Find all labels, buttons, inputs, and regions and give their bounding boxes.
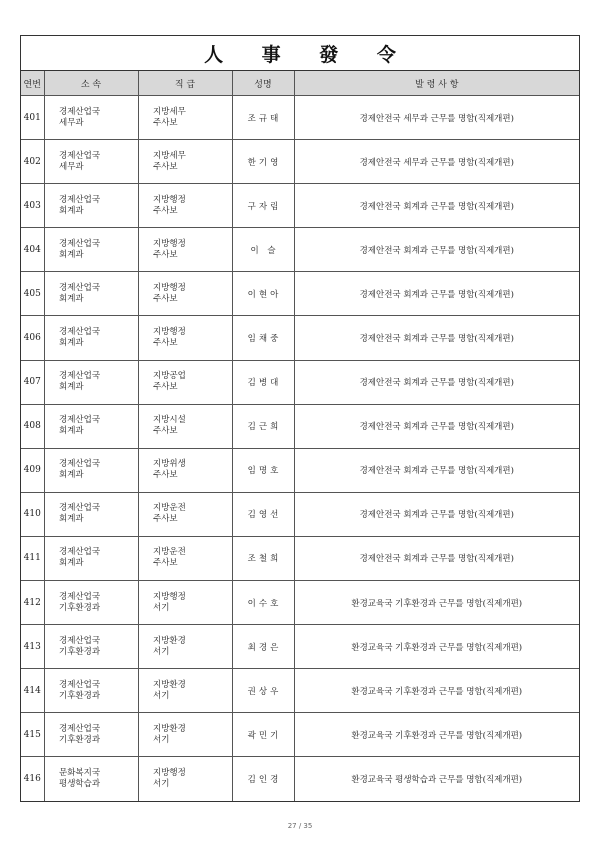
person-name: 한기영 — [247, 157, 282, 168]
row-name — [232, 625, 294, 669]
dept-line-2: 기후환경과 — [59, 734, 101, 745]
dept-line-1: 경제산업국 — [59, 503, 101, 514]
rank-line-2: 주사보 — [153, 382, 178, 393]
row-order: 경제안전국 회계과 근무를 명함(직제개편) — [294, 316, 579, 360]
row-order: 경제안전국 세무과 근무를 명함(직제개편) — [294, 140, 579, 184]
rank-line-2: 주사보 — [153, 426, 178, 437]
row-number: 403 — [21, 184, 44, 228]
row-rank — [138, 140, 232, 184]
table-row — [21, 536, 579, 580]
row-rank — [138, 492, 232, 536]
rank-line-1: 지방세무 — [153, 106, 186, 117]
rank-line-1: 지방시설 — [153, 415, 186, 426]
rank-line-2: 주사보 — [153, 514, 178, 525]
row-name — [232, 404, 294, 448]
row-order: 환경교육국 기후환경과 근무를 명함(직제개편) — [294, 713, 579, 757]
row-name — [232, 316, 294, 360]
table-row — [21, 140, 579, 184]
person-name: 이 슬 — [250, 245, 279, 256]
table-row — [21, 96, 579, 140]
person-name: 조규태 — [247, 113, 282, 124]
page-number: 27 / 35 — [287, 822, 313, 830]
row-number: 410 — [21, 492, 44, 536]
table-row — [21, 448, 579, 492]
row-name — [232, 184, 294, 228]
rank-line-2: 주사보 — [153, 338, 178, 349]
person-name: 임명호 — [247, 466, 282, 477]
table-row — [21, 316, 579, 360]
row-order: 경제안전국 회계과 근무를 명함(직제개편) — [294, 228, 579, 272]
dept-line-2: 세무과 — [59, 161, 84, 172]
row-order: 경제안전국 회계과 근무를 명함(직제개편) — [294, 404, 579, 448]
rank-line-1: 지방행정 — [153, 194, 186, 205]
header-rank: 직 급 — [138, 71, 232, 96]
rank-line-1: 지방행정 — [153, 238, 186, 249]
row-dept — [44, 669, 138, 713]
table-row — [21, 272, 579, 316]
row-order: 환경교육국 기후환경과 근무를 명함(직제개편) — [294, 625, 579, 669]
row-rank — [138, 713, 232, 757]
row-number: 416 — [21, 757, 44, 801]
row-rank — [138, 448, 232, 492]
person-name: 조철희 — [247, 554, 282, 565]
dept-line-1: 경제산업국 — [59, 459, 101, 470]
rank-line-2: 서기 — [153, 602, 170, 613]
person-name: 이수호 — [247, 598, 282, 609]
row-rank — [138, 581, 232, 625]
row-rank — [138, 669, 232, 713]
dept-line-2: 기후환경과 — [59, 602, 101, 613]
rank-line-2: 주사보 — [153, 205, 178, 216]
rank-line-1: 지방환경 — [153, 635, 186, 646]
row-dept — [44, 492, 138, 536]
row-order: 경제안전국 회계과 근무를 명함(직제개편) — [294, 448, 579, 492]
row-name — [232, 448, 294, 492]
dept-line-2: 회계과 — [59, 558, 84, 569]
table-row — [21, 184, 579, 228]
row-dept — [44, 360, 138, 404]
dept-line-1: 경제산업국 — [59, 679, 101, 690]
row-number: 408 — [21, 404, 44, 448]
table-row — [21, 581, 579, 625]
row-name — [232, 713, 294, 757]
dept-line-1: 경제산업국 — [59, 282, 101, 293]
row-name — [232, 581, 294, 625]
row-dept — [44, 228, 138, 272]
person-name: 이현아 — [247, 289, 282, 300]
person-name: 곽민기 — [247, 730, 282, 741]
row-dept — [44, 625, 138, 669]
person-name: 김인경 — [247, 774, 282, 785]
row-order: 경제안전국 세무과 근무를 명함(직제개편) — [294, 96, 579, 140]
dept-line-1: 경제산업국 — [59, 327, 101, 338]
rank-line-1: 지방환경 — [153, 679, 186, 690]
rank-line-1: 지방공업 — [153, 371, 186, 382]
row-name — [232, 272, 294, 316]
row-number: 414 — [21, 669, 44, 713]
row-rank — [138, 184, 232, 228]
table-row — [21, 713, 579, 757]
row-number: 413 — [21, 625, 44, 669]
dept-line-1: 문화복지국 — [59, 767, 101, 778]
dept-line-2: 회계과 — [59, 338, 84, 349]
row-order: 경제안전국 회계과 근무를 명함(직제개편) — [294, 536, 579, 580]
row-rank — [138, 96, 232, 140]
row-name — [232, 492, 294, 536]
row-order: 경제안전국 회계과 근무를 명함(직제개편) — [294, 272, 579, 316]
row-order: 경제안전국 회계과 근무를 명함(직제개편) — [294, 184, 579, 228]
row-dept — [44, 272, 138, 316]
row-name — [232, 669, 294, 713]
dept-line-2: 기후환경과 — [59, 646, 101, 657]
row-number: 404 — [21, 228, 44, 272]
dept-line-2: 회계과 — [59, 514, 84, 525]
row-dept — [44, 96, 138, 140]
row-dept — [44, 713, 138, 757]
row-name — [232, 140, 294, 184]
dept-line-1: 경제산업국 — [59, 547, 101, 558]
dept-line-1: 경제산업국 — [59, 723, 101, 734]
row-dept — [44, 404, 138, 448]
dept-line-2: 회계과 — [59, 382, 84, 393]
rank-line-1: 지방행정 — [153, 591, 186, 602]
rank-line-2: 서기 — [153, 690, 170, 701]
dept-line-1: 경제산업국 — [59, 591, 101, 602]
header-order: 발 령 사 항 — [294, 71, 579, 96]
header-no: 연번 — [21, 71, 44, 96]
page-title: 人 事 發 令 — [204, 43, 412, 66]
row-rank — [138, 625, 232, 669]
rank-line-2: 주사보 — [153, 293, 178, 304]
personnel-table — [21, 71, 579, 801]
rank-line-1: 지방행정 — [153, 327, 186, 338]
row-order: 경제안전국 회계과 근무를 명함(직제개편) — [294, 492, 579, 536]
dept-line-1: 경제산업국 — [59, 150, 101, 161]
header-name: 성명 — [232, 71, 294, 96]
rank-line-2: 주사보 — [153, 161, 178, 172]
dept-line-1: 경제산업국 — [59, 194, 101, 205]
rank-line-2: 서기 — [153, 646, 170, 657]
table-row — [21, 404, 579, 448]
dept-line-2: 세무과 — [59, 117, 84, 128]
table-row — [21, 492, 579, 536]
row-rank — [138, 404, 232, 448]
rank-line-2: 주사보 — [153, 470, 178, 481]
dept-line-2: 평생학습과 — [59, 778, 101, 789]
row-order: 경제안전국 회계과 근무를 명함(직제개편) — [294, 360, 579, 404]
person-name: 임채중 — [247, 334, 282, 345]
table-row — [21, 228, 579, 272]
person-name: 김근희 — [247, 422, 282, 433]
table-row — [21, 669, 579, 713]
dept-line-1: 경제산업국 — [59, 238, 101, 249]
person-name: 최경은 — [247, 642, 282, 653]
rank-line-1: 지방운전 — [153, 503, 186, 514]
row-number: 405 — [21, 272, 44, 316]
row-number: 406 — [21, 316, 44, 360]
row-number: 401 — [21, 96, 44, 140]
row-name — [232, 536, 294, 580]
row-rank — [138, 228, 232, 272]
row-dept — [44, 140, 138, 184]
row-number: 411 — [21, 536, 44, 580]
row-number: 412 — [21, 581, 44, 625]
header-dept: 소 속 — [44, 71, 138, 96]
table-row — [21, 757, 579, 801]
person-name: 구자림 — [247, 201, 282, 212]
rank-line-2: 주사보 — [153, 249, 178, 260]
rank-line-1: 지방운전 — [153, 547, 186, 558]
rank-line-2: 주사보 — [153, 117, 178, 128]
row-number: 402 — [21, 140, 44, 184]
row-name — [232, 757, 294, 801]
row-number: 409 — [21, 448, 44, 492]
person-name: 김영선 — [247, 510, 282, 521]
row-dept — [44, 448, 138, 492]
row-rank — [138, 272, 232, 316]
header-row — [21, 71, 579, 96]
table-row — [21, 360, 579, 404]
row-dept — [44, 184, 138, 228]
rank-line-1: 지방위생 — [153, 459, 186, 470]
dept-line-1: 경제산업국 — [59, 371, 101, 382]
title-bar — [21, 36, 579, 71]
dept-line-2: 회계과 — [59, 470, 84, 481]
document-sheet — [20, 35, 580, 802]
dept-line-2: 회계과 — [59, 205, 84, 216]
dept-line-2: 회계과 — [59, 249, 84, 260]
rank-line-2: 서기 — [153, 778, 170, 789]
rank-line-2: 서기 — [153, 734, 170, 745]
dept-line-1: 경제산업국 — [59, 106, 101, 117]
rank-line-1: 지방세무 — [153, 150, 186, 161]
person-name: 김병대 — [247, 378, 282, 389]
dept-line-1: 경제산업국 — [59, 415, 101, 426]
row-order: 환경교육국 기후환경과 근무를 명함(직제개편) — [294, 669, 579, 713]
dept-line-2: 회계과 — [59, 426, 84, 437]
row-rank — [138, 536, 232, 580]
dept-line-1: 경제산업국 — [59, 635, 101, 646]
row-dept — [44, 581, 138, 625]
rank-line-1: 지방환경 — [153, 723, 186, 734]
row-order: 환경교육국 평생학습과 근무를 명함(직제개편) — [294, 757, 579, 801]
row-rank — [138, 316, 232, 360]
row-order: 환경교육국 기후환경과 근무를 명함(직제개편) — [294, 581, 579, 625]
dept-line-2: 회계과 — [59, 293, 84, 304]
row-name — [232, 228, 294, 272]
rank-line-2: 주사보 — [153, 558, 178, 569]
row-dept — [44, 536, 138, 580]
person-name: 권상우 — [247, 686, 282, 697]
rank-line-1: 지방행정 — [153, 282, 186, 293]
row-number: 415 — [21, 713, 44, 757]
row-dept — [44, 757, 138, 801]
row-name — [232, 96, 294, 140]
row-number: 407 — [21, 360, 44, 404]
dept-line-2: 기후환경과 — [59, 690, 101, 701]
row-dept — [44, 316, 138, 360]
row-rank — [138, 757, 232, 801]
row-rank — [138, 360, 232, 404]
rank-line-1: 지방행정 — [153, 767, 186, 778]
row-name — [232, 360, 294, 404]
table-row — [21, 625, 579, 669]
